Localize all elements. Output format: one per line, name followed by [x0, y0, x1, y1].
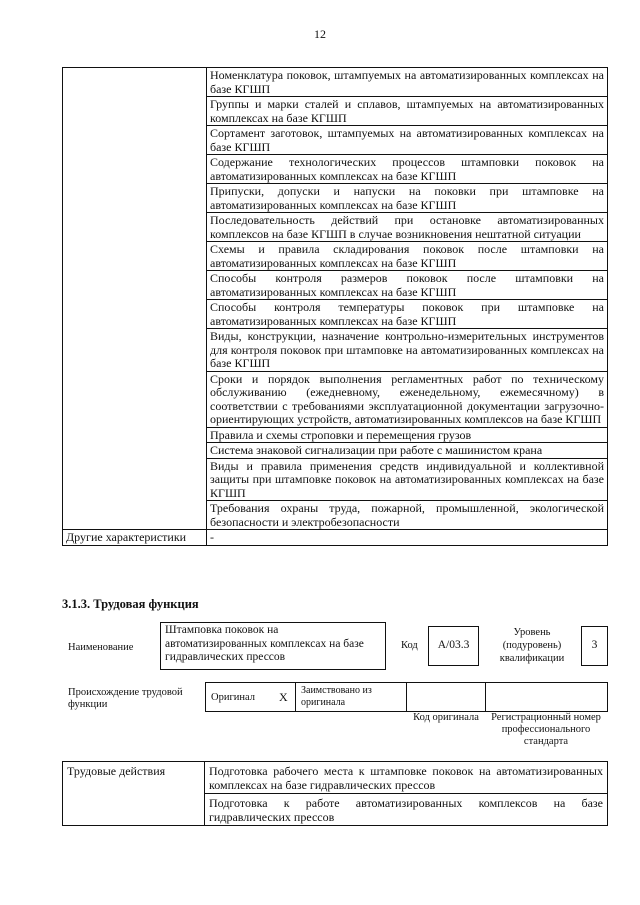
table-row — [63, 68, 608, 97]
function-code-box: A/03.3 — [428, 626, 479, 666]
divider — [406, 683, 407, 711]
knowledge-item: Номенклатура поковок, штампуемых на автоматизированных комплексах на базе КГШП — [207, 68, 608, 97]
qualification-level-box: 3 — [581, 626, 608, 666]
origin-box — [205, 682, 608, 712]
reg-number-caption: Регистрационный номер профессионального стандарта — [491, 712, 601, 747]
section-heading: 3.1.3. Трудовая функция — [62, 597, 199, 611]
divider — [485, 683, 486, 711]
knowledge-table — [62, 67, 608, 546]
actions-table — [62, 761, 608, 826]
knowledge-item: Содержание технологических процессов штамповки поковок на автоматизированных комплексах на базе КГШП — [207, 155, 608, 184]
borrowed-label: Заимствовано из оригинала — [301, 685, 372, 708]
knowledge-item: Способы контроля температуры поковок при штамповке на автоматизированных комплексах на базе КГШП — [207, 300, 608, 329]
knowledge-item: Правила и схемы строповки и перемещения грузов — [207, 427, 608, 443]
name-label: Наименование — [68, 642, 134, 653]
function-name-box: Штамповка поковок на автоматизированных комплексах на базе гидравлических прессов — [160, 622, 386, 670]
qualification-level-label: Уровень (подуровень) квалификации — [499, 627, 565, 664]
knowledge-item: Сроки и порядок выполнения регламентных работ по техническому обслуживанию (ежедневному, еженедельному, ежемесячному) в соответствии с требованиями эксплуатационной документации загрузочно-ориентирующих устройств, автоматизированных комплексов на базе КГШП — [207, 371, 608, 427]
table-row — [63, 762, 608, 794]
original-label: Оригинал — [211, 692, 255, 703]
knowledge-item: Группы и марки сталей и сплавов, штампуемых на автоматизированных комплексах на базе КГШП — [207, 97, 608, 126]
labor-action-item: Подготовка рабочего места к штамповке поковок на автоматизированных комплексах на базе гидравлических прессов — [205, 762, 608, 794]
knowledge-item: Система знаковой сигнализации при работе с машинистом крана — [207, 443, 608, 459]
code-label: Код — [401, 640, 418, 651]
table-row — [63, 530, 608, 546]
other-characteristics-label: Другие характеристики — [63, 530, 207, 546]
other-characteristics-value: - — [207, 530, 608, 546]
code-original-caption: Код оригинала — [413, 712, 479, 723]
labor-actions-label: Трудовые действия — [63, 762, 205, 826]
table-cell-left-empty — [63, 68, 207, 530]
knowledge-item: Схемы и правила складирования поковок после штамповки на автоматизированных комплексах на базе КГШП — [207, 242, 608, 271]
knowledge-item: Припуски, допуски и напуски на поковки при штамповке на автоматизированных комплексах на базе КГШП — [207, 184, 608, 213]
labor-action-item: Подготовка к работе автоматизированных комплексов на базе гидравлических прессов — [205, 794, 608, 826]
divider — [295, 683, 296, 711]
knowledge-item: Способы контроля размеров поковок после штамповки на автоматизированных комплексах на базе КГШП — [207, 271, 608, 300]
knowledge-item: Виды и правила применения средств индивидуальной и коллективной защиты при штамповке поковок на автоматизированных комплексах на базе КГШП — [207, 458, 608, 501]
page-number: 12 — [314, 27, 326, 41]
knowledge-item: Последовательность действий при остановке автоматизированных комплексов на базе КГШП в случае возникновения нештатной ситуации — [207, 213, 608, 242]
original-mark: X — [279, 690, 288, 704]
origin-label: Происхождение трудовой функции — [68, 687, 183, 710]
knowledge-item: Требования охраны труда, пожарной, промышленной, экологической безопасности и электробезопасности — [207, 501, 608, 530]
knowledge-item: Виды, конструкции, назначение контрольно-измерительных инструментов для контроля поковок при штамповке на автоматизированных комплексах на базе КГШП — [207, 329, 608, 372]
knowledge-item: Сортамент заготовок, штампуемых на автоматизированных комплексах на базе КГШП — [207, 126, 608, 155]
